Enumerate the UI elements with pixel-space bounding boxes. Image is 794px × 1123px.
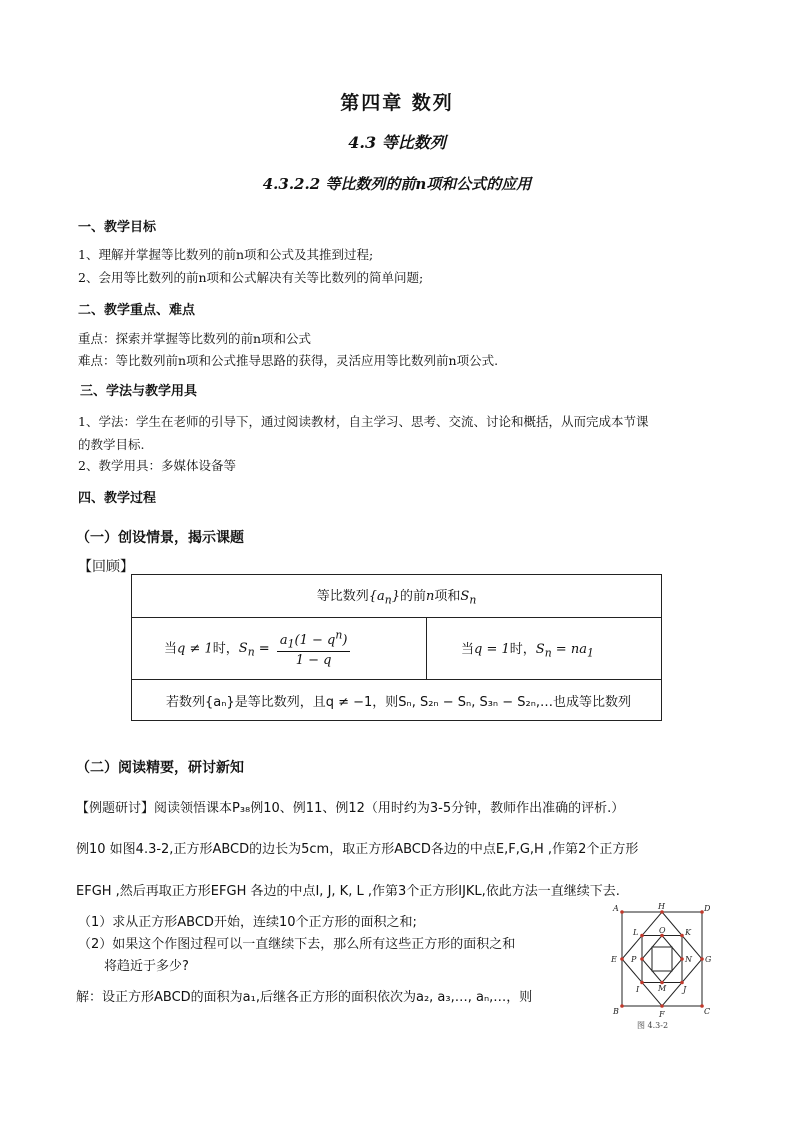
section-title: 4.3 等比数列 bbox=[348, 133, 446, 152]
key-point-item: 难点：等比数列前n项和公式推导思路的获得，灵活应用等比数列前n项公式. bbox=[78, 353, 499, 368]
figure-label: O bbox=[659, 926, 666, 935]
question-2-line: 将趋近于多少? bbox=[104, 959, 189, 974]
objective-item: 1、理解并掌握等比数列的前n项和公式及其推到过程; bbox=[78, 247, 374, 262]
methods-item: 2、教学用具：多媒体设备等 bbox=[78, 458, 236, 473]
methods-item-line: 的教学目标. bbox=[78, 437, 145, 452]
topic-title: 4.3.2.2 等比数列的前n项和公式的应用 bbox=[262, 175, 532, 193]
chapter-title: 第四章 数列 bbox=[340, 92, 454, 114]
figure-label: C bbox=[704, 1007, 711, 1016]
figure-label: N bbox=[685, 955, 692, 964]
figure-label: M bbox=[658, 984, 667, 993]
example-study: 【例题研讨】阅读领悟课本P₃₈例10、例11、例12（用时约为3-5分钟，教师作出准确的评析.） bbox=[76, 801, 625, 816]
figure-label: D bbox=[704, 904, 711, 913]
formula-table-footer: 若数列{aₙ}是等比数列，且q ≠ −1，则Sₙ, S₂ₙ − Sₙ, S₃ₙ − S₂ₙ,…也成等比数列 bbox=[132, 680, 662, 721]
key-points-heading: 二、教学重点、难点 bbox=[78, 303, 196, 318]
question-1: （1）求从正方形ABCD开始，连续10个正方形的面积之和; bbox=[78, 915, 417, 930]
figure-label: G bbox=[705, 955, 712, 964]
figure-label: P bbox=[631, 955, 637, 964]
solution-line: 解：设正方形ABCD的面积为a₁,后继各正方形的面积依次为a₂, a₃,…, aₙ,…，则 bbox=[76, 990, 533, 1005]
review-label: 【回顾】 bbox=[78, 559, 134, 575]
methods-item-line: 1、学法：学生在老师的引导下，通过阅读教材，自主学习、思考、交流、讨论和概括，从而完成本节课 bbox=[78, 414, 649, 429]
figure-label: J bbox=[683, 985, 687, 994]
example10-line: 例10 如图4.3-2,正方形ABCD的边长为5cm，取正方形ABCD各边的中点E,F,G,H ,作第2个正方形 bbox=[76, 842, 639, 857]
nested-squares-figure bbox=[607, 902, 717, 1042]
figure-caption: 图 4.3-2 bbox=[637, 1021, 669, 1030]
figure-label: A bbox=[613, 904, 619, 913]
formula-q-not-one: 当q ≠ 1时，$S_n$ = $\frac{a_1(1 - q^n)}{1 - q}$ bbox=[132, 618, 427, 680]
part1-heading: （一）创设情景，揭示课题 bbox=[76, 530, 244, 546]
figure-label: H bbox=[658, 902, 665, 911]
formula-table-header: 等比数列$\{a_n\}$的前n项和$S_n$ bbox=[132, 575, 662, 618]
objective-item: 2、会用等比数列的前n项和公式解决有关等比数列的简单问题; bbox=[78, 270, 424, 285]
question-2-line: （2）如果这个作图过程可以一直继续下去，那么所有这些正方形的面积之和 bbox=[78, 937, 516, 952]
objectives-heading: 一、教学目标 bbox=[78, 220, 157, 235]
formula-q-equals-one: 当q = 1时，$S_n = na_1$ bbox=[427, 618, 662, 680]
figure-label: B bbox=[613, 1007, 619, 1016]
figure-label: F bbox=[659, 1010, 665, 1019]
methods-heading: 三、学法与教学用具 bbox=[80, 384, 198, 399]
example10-line: EFGH ,然后再取正方形EFGH 各边的中点I, J, K, L ,作第3个正方形IJKL,依此方法一直继续下去. bbox=[76, 884, 620, 899]
key-point-item: 重点：探索并掌握等比数列的前n项和公式 bbox=[78, 331, 312, 346]
part2-heading: （二）阅读精要，研讨新知 bbox=[76, 760, 244, 776]
sum-formula-fraction: $\frac{a_1(1 - q^n)}{1 - q}$ bbox=[277, 629, 351, 669]
figure-label: K bbox=[685, 928, 691, 937]
figure-label: E bbox=[611, 955, 617, 964]
figure-label: I bbox=[636, 985, 640, 994]
figure-label: L bbox=[633, 928, 639, 937]
process-heading: 四、教学过程 bbox=[78, 491, 157, 506]
formula-table bbox=[131, 574, 662, 721]
